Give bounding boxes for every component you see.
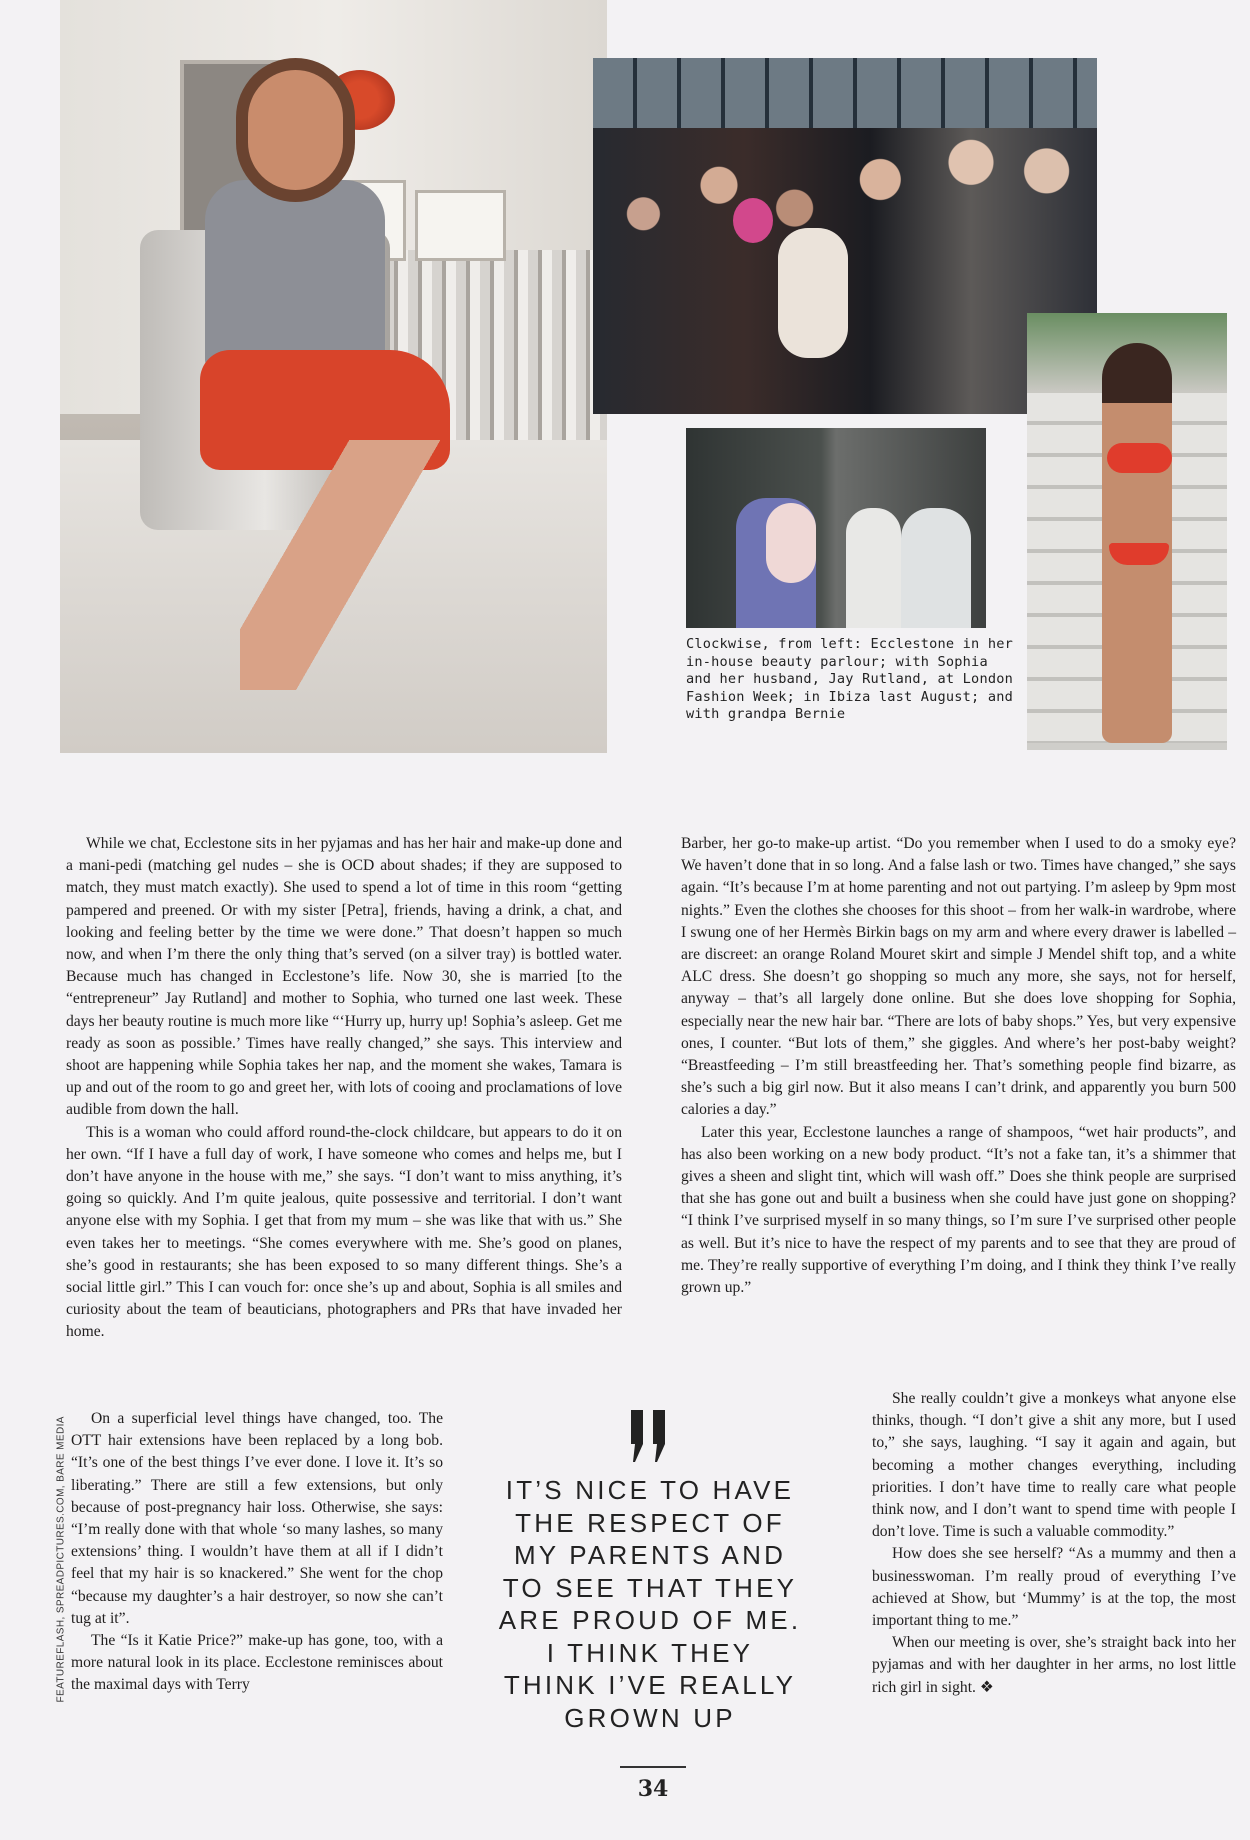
article-column-left [66, 833, 622, 1344]
photo-with-bernie [686, 428, 986, 628]
photo-caption: Clockwise, from left: Ecclestone in her in-house beauty parlour; with Sophia and her husband, Jay Rutland, at London Fashion Week; in Ibiza last August; and with grandpa Bernie [686, 636, 1013, 722]
pull-quote-line: ARE PROUD OF ME. [498, 1605, 802, 1635]
pull-quote-line: GROWN UP [564, 1702, 736, 1733]
photo-bikini-top [1107, 443, 1172, 473]
pull-quote-line: MY PARENTS AND [513, 1540, 787, 1570]
article-paragraph: How does she see herself? “As a mummy and then a businesswoman. I’m really proud of everything I’ve achieved at Show, but ‘Mummy’ is at the top, the most important thing to me.” [872, 1545, 1236, 1630]
pull-quote-line: TO SEE THAT THEY [502, 1572, 798, 1603]
article-paragraph: When our meeting is over, she’s straight back into her pyjamas and with her daughter in her arms, no lost little rich girl in sight. ❖ [872, 1634, 1236, 1696]
article-paragraph: The “Is it Katie Price?” make-up has gone, too, with a more natural look in its place. Ecclestone reminisces about the maximal days with Terry [71, 1632, 443, 1694]
photo-baby [778, 228, 848, 358]
photo-grandpa [846, 508, 901, 628]
photo-frame [415, 190, 506, 261]
article-paragraph: On a superficial level things have changed, too. The OTT hair extensions have been replaced by a long bob. “It’s one of the best things I’ve ever done. I love it. It’s so liberating.” There are still a few extensions, but only because of post-pregnancy hair loss. Otherwise, she says: “I’m really done with that whole ‘so many lashes, so many extensions’ thing. I wouldn’t have them at all if I didn’t feel that my hair is so knackered.” She went for the chop “because my daughter’s a hair destroyer, so now she can’t tug at it”. [71, 1410, 443, 1627]
photo-bikini-bottom [1109, 543, 1169, 565]
photo-beauty-parlour [60, 0, 607, 753]
pull-quote-line: IT’S NICE TO HAVE [505, 1475, 795, 1505]
article-paragraph: She really couldn’t give a monkeys what anyone else thinks, though. “I don’t give a shit any more, but I used to,” she says, laughing. “I say it again and again, but becoming a mother changes everything, including priorities. I don’t have time to really care what people think now, and I don’t want to spend time with people I don’t love. Time is such a valuable commodity.” [872, 1390, 1236, 1541]
article-paragraph: Later this year, Ecclestone launches a range of shampoos, “wet hair products”, and has also been working on a new body product. “It’s not a fake tan, it’s a shimmer that gives a sheen and slight tint, which will wash off.” Does she think people are surprised that she has gone out and built a business when she could have just gone on shopping? “I think I’ve surprised myself in so many things, so I’m sure I’ve surprised other people as well. But it’s nice to have the respect of my parents and to see that they are proud of me. They’re really supportive of everything I’m doing, and I think they think I’ve really grown up.” [681, 1123, 1236, 1297]
quote-mark-icon [625, 1410, 675, 1466]
photo-pink-hair [733, 198, 773, 243]
page-number-rule [620, 1766, 686, 1768]
article-column-right-lower [872, 1388, 1236, 1699]
photo-person-head [248, 70, 343, 190]
article-column-left-lower [71, 1408, 443, 1697]
photo-credit-text: FEATUREFLASH, SPREADPICTURES.COM, BARE MEDIA [55, 1416, 67, 1703]
photo-ibiza [1027, 313, 1227, 750]
pull-quote [470, 1474, 830, 1734]
photo-baby [766, 503, 816, 583]
photo-legs [240, 440, 460, 690]
photo-windows [593, 58, 1097, 128]
pull-quote-line: THINK I’VE REALLY [503, 1670, 797, 1700]
page-number: 34 [637, 1776, 669, 1802]
photo-person-top [205, 180, 385, 370]
photo-woman [901, 508, 971, 628]
pull-quote-line: I THINK THEY [546, 1637, 754, 1668]
photo-credit [46, 1416, 67, 1712]
pull-quote-line: THE RESPECT OF [515, 1507, 785, 1538]
photo-fashion-week [593, 58, 1097, 414]
article-paragraph: This is a woman who could afford round-the-clock childcare, but appears to do it on her own. “If I have a full day of work, I have someone who comes and helps me, but I don’t have anyone in the house with me,” she says. “I don’t want to miss anything, it’s going so quickly. And I’m quite jealous, quite possessive and territorial. I don’t want anyone else with my Sophia. I get that from my mum – she was like that with us.” She even takes her to meetings. “She comes everywhere with me. She’s good on planes, she’s good in restaurants; she has been exposed to so many different things. She’s a social little girl.” This I can vouch for: once she’s up and about, Sophia is all smiles and curiosity about the team of beauticians, photographers and PRs that have invaded her home. [66, 1123, 622, 1341]
article-paragraph: While we chat, Ecclestone sits in her pyjamas and has her hair and make-up done and a mani-pedi (matching gel nudes – she is OCD about shades; if they are supposed to match, they must match exactly). She used to spend a lot of time in this room “getting pampered and preened. Or with my sister [Petra], friends, having a drink, a chat, and looking and feeling better by the time we were done.” That doesn’t happen so much now, and when I’m there the only thing that’s served (on a silver tray) is bottled water. Because much has changed in Ecclestone’s life. Now 30, she is married [to the “entrepreneur” Jay Rutland] and mother to Sophia, who turned one last week. These days her beauty routine is much more like “‘Hurry up, hurry up! Sophia’s asleep. Get me ready as soon as possible.’ Times have really changed,” she says. This interview and shoot are happening while Sophia takes her nap, and the moment she wakes, Tamara is up and out of the room to go and greet her, with lots of cooing and proclamations of love audible from down the hall. [66, 835, 622, 1119]
article-column-right [681, 833, 1236, 1299]
article-paragraph: Barber, her go-to make-up artist. “Do you remember when I used to do a smoky eye? We haven’t done that in so long. And a false lash or two. Times have changed,” she says again. “It’s because I’m at home parenting and not out partying. I’m asleep by 9pm most nights.” Even the clothes she chooses for this shoot – from her walk-in wardrobe, where I swung one of her Hermès Birkin bags on my arm and where every drawer is labelled – are discreet: an orange Roland Mouret skirt and simple J Mendel shift top, and a white ALC dress. She doesn’t go shopping so much any more, she says, not for herself, anyway – that’s all largely done online. But she does love shopping for Sophia, especially near the new hair bar. “There are lots of baby shops.” Yes, but very expensive ones, I counter. “But lots of them,” she giggles. And where’s her post-baby weight? “Breastfeeding – I’m still breastfeeding her. That’s something people find bizarre, as she’s such a big girl now. But it also means I can’t drink, and apparently you burn 500 calories a day.” [681, 835, 1236, 1119]
